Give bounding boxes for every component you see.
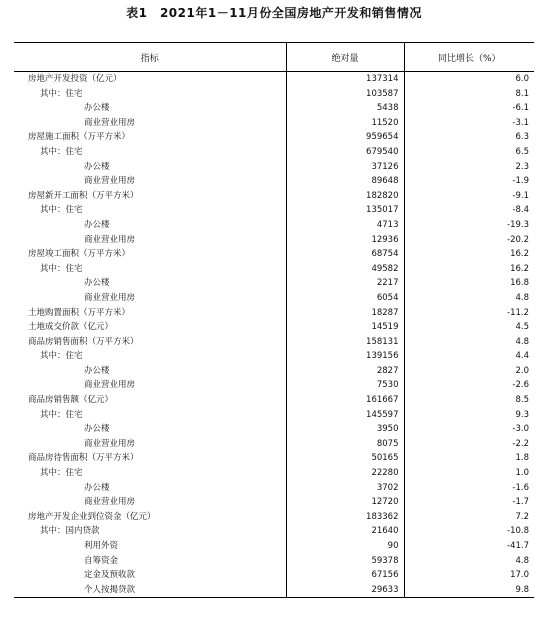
row-growth-value: 16.2 [404, 262, 534, 277]
row-growth-value: 8.5 [404, 393, 534, 408]
row-absolute-value: 679540 [286, 145, 404, 160]
row-absolute-value: 183362 [286, 510, 404, 525]
row-label: 其中：住宅 [40, 146, 83, 157]
row-growth-value: 2.0 [404, 364, 534, 379]
table-row [14, 495, 534, 510]
row-label: 土地购置面积（万平方米） [28, 307, 131, 318]
table-row [14, 393, 534, 408]
table-row [14, 291, 534, 306]
row-absolute-value: 37126 [286, 160, 404, 175]
row-label: 商业营业用房 [84, 117, 136, 128]
row-label: 个人按揭贷款 [14, 583, 286, 598]
row-growth-value: -1.6 [404, 481, 534, 496]
row-growth-value: 9.8 [404, 583, 534, 598]
row-growth-value: 6.0 [404, 72, 534, 87]
row-label: 房屋施工面积（万平方米） [28, 132, 131, 143]
row-absolute-value: 7530 [286, 378, 404, 393]
row-growth-value: -10.8 [404, 524, 534, 539]
table-row [14, 218, 534, 233]
table-row [14, 174, 534, 189]
row-growth-value: 17.0 [404, 568, 534, 583]
table-row [14, 160, 534, 175]
row-growth-value: 6.5 [404, 145, 534, 160]
table-row [14, 408, 534, 423]
table-row [14, 437, 534, 452]
row-absolute-value: 103587 [286, 87, 404, 102]
row-label: 商业营业用房 [84, 292, 136, 303]
table-row [14, 539, 534, 554]
row-label: 房屋新开工面积（万平方米） [28, 190, 139, 201]
header-row [14, 43, 534, 72]
row-absolute-value: 89648 [286, 174, 404, 189]
row-label: 办公楼 [84, 482, 110, 493]
table-row [14, 72, 534, 87]
row-absolute-value: 12720 [286, 495, 404, 510]
row-label: 商业营业用房 [84, 234, 136, 245]
row-growth-value: -1.7 [404, 495, 534, 510]
row-label: 其中：住宅 [40, 351, 83, 362]
row-label: 利用外资 [84, 541, 119, 551]
row-growth-value: -6.1 [404, 101, 534, 116]
row-label: 其中：住宅 [40, 263, 83, 274]
table-row [14, 306, 534, 321]
table-row [14, 466, 534, 481]
row-growth-value: 4.8 [404, 291, 534, 306]
row-absolute-value: 959654 [286, 130, 404, 145]
table-row [14, 568, 534, 583]
row-growth-value: -20.2 [404, 233, 534, 248]
table-row [14, 262, 534, 277]
row-label: 商品房待售面积（万平方米） [28, 453, 139, 464]
row-absolute-value: 6054 [286, 291, 404, 306]
row-absolute-value: 67156 [286, 568, 404, 583]
row-label: 其中：住宅 [40, 88, 83, 99]
row-growth-value: 6.3 [404, 130, 534, 145]
table-row [14, 189, 534, 204]
row-absolute-value: 12936 [286, 233, 404, 248]
row-absolute-value: 2217 [286, 276, 404, 291]
row-absolute-value: 2827 [286, 364, 404, 379]
row-label: 办公楼 [84, 365, 110, 376]
row-absolute-value: 11520 [286, 116, 404, 131]
row-label: 其中：国内贷款 [40, 526, 100, 537]
row-absolute-value: 5438 [286, 101, 404, 116]
row-absolute-value: 135017 [286, 203, 404, 218]
row-absolute-value: 8075 [286, 437, 404, 452]
row-growth-value: -11.2 [404, 306, 534, 321]
row-absolute-value: 137314 [286, 72, 404, 87]
row-growth-value: -2.6 [404, 378, 534, 393]
table-row [14, 87, 534, 102]
row-absolute-value: 18287 [286, 306, 404, 321]
table-row [14, 101, 534, 116]
row-absolute-value: 182820 [286, 189, 404, 204]
data-table [14, 42, 534, 598]
row-absolute-value: 145597 [286, 408, 404, 423]
table-row [14, 247, 534, 262]
row-label: 办公楼 [84, 278, 110, 289]
row-growth-value: 16.8 [404, 276, 534, 291]
row-absolute-value: 21640 [286, 524, 404, 539]
table-row [14, 583, 534, 598]
row-growth-value: 7.2 [404, 510, 534, 525]
table-row [14, 276, 534, 291]
table-row [14, 422, 534, 437]
row-growth-value: -3.1 [404, 116, 534, 131]
table-row [14, 510, 534, 525]
row-growth-value: -8.4 [404, 203, 534, 218]
table-row [14, 145, 534, 160]
row-absolute-value: 14519 [286, 320, 404, 335]
row-label: 商品房销售额（亿元） [28, 395, 114, 406]
table-row [14, 349, 534, 364]
row-growth-value: 9.3 [404, 408, 534, 423]
table-body [14, 72, 534, 598]
row-growth-value: -3.0 [404, 422, 534, 437]
row-growth-value: 4.8 [404, 335, 534, 350]
row-label: 办公楼 [84, 103, 110, 114]
table-row [14, 233, 534, 248]
row-growth-value: -2.2 [404, 437, 534, 452]
row-growth-value: 4.4 [404, 349, 534, 364]
table-row [14, 481, 534, 496]
row-label: 办公楼 [84, 161, 110, 172]
row-label: 其中：住宅 [40, 409, 83, 420]
row-growth-value: -19.3 [404, 218, 534, 233]
row-label: 商业营业用房 [84, 176, 136, 187]
row-absolute-value: 29633 [286, 583, 404, 598]
row-absolute-value: 4713 [286, 218, 404, 233]
row-growth-value: 16.2 [404, 247, 534, 262]
row-label: 土地成交价款（亿元） [28, 322, 114, 333]
row-growth-value: 2.3 [404, 160, 534, 175]
table-row [14, 130, 534, 145]
row-growth-value: 8.1 [404, 87, 534, 102]
row-label: 办公楼 [84, 424, 110, 435]
row-absolute-value: 139156 [286, 349, 404, 364]
row-absolute-value: 68754 [286, 247, 404, 262]
row-label: 自筹资金 [84, 555, 119, 566]
table-header [14, 43, 534, 72]
row-label: 商业营业用房 [84, 380, 136, 391]
table-row [14, 203, 534, 218]
row-growth-value: -41.7 [404, 539, 534, 554]
row-label: 商品房销售面积（万平方米） [28, 336, 139, 347]
row-growth-value: -1.9 [404, 174, 534, 189]
row-label: 定金及预收款 [84, 570, 136, 581]
table-row [14, 554, 534, 569]
row-absolute-value: 90 [286, 539, 404, 554]
row-growth-value: 4.8 [404, 554, 534, 569]
table-title: 表1 2021年1－11月份全国房地产开发和销售情况 [126, 6, 422, 20]
row-label: 商业营业用房 [84, 438, 136, 449]
table-row [14, 451, 534, 466]
row-label: 房屋竣工面积（万平方米） [28, 249, 131, 260]
row-absolute-value: 3702 [286, 481, 404, 496]
row-absolute-value: 49582 [286, 262, 404, 277]
header-growth: 同比增长（%） [404, 43, 534, 72]
table-row [14, 335, 534, 350]
table-row [14, 364, 534, 379]
table-row [14, 378, 534, 393]
table-row [14, 116, 534, 131]
row-growth-value: -9.1 [404, 189, 534, 204]
header-absolute: 绝对量 [286, 43, 404, 72]
row-absolute-value: 158131 [286, 335, 404, 350]
row-label: 其中：住宅 [40, 205, 83, 216]
row-label: 其中：住宅 [40, 468, 83, 479]
row-label: 商业营业用房 [84, 497, 136, 508]
table-row [14, 320, 534, 335]
row-absolute-value: 3950 [286, 422, 404, 437]
row-absolute-value: 22280 [286, 466, 404, 481]
row-growth-value: 1.0 [404, 466, 534, 481]
row-label: 房地产开发投资（亿元） [28, 74, 122, 84]
header-indicator: 指标 [14, 43, 286, 72]
row-absolute-value: 50165 [286, 451, 404, 466]
row-growth-value: 4.5 [404, 320, 534, 335]
row-absolute-value: 59378 [286, 554, 404, 569]
row-label: 办公楼 [84, 219, 110, 230]
row-label: 房地产开发企业到位资金（亿元） [28, 511, 156, 522]
table-row [14, 524, 534, 539]
row-absolute-value: 161667 [286, 393, 404, 408]
row-growth-value: 1.8 [404, 451, 534, 466]
